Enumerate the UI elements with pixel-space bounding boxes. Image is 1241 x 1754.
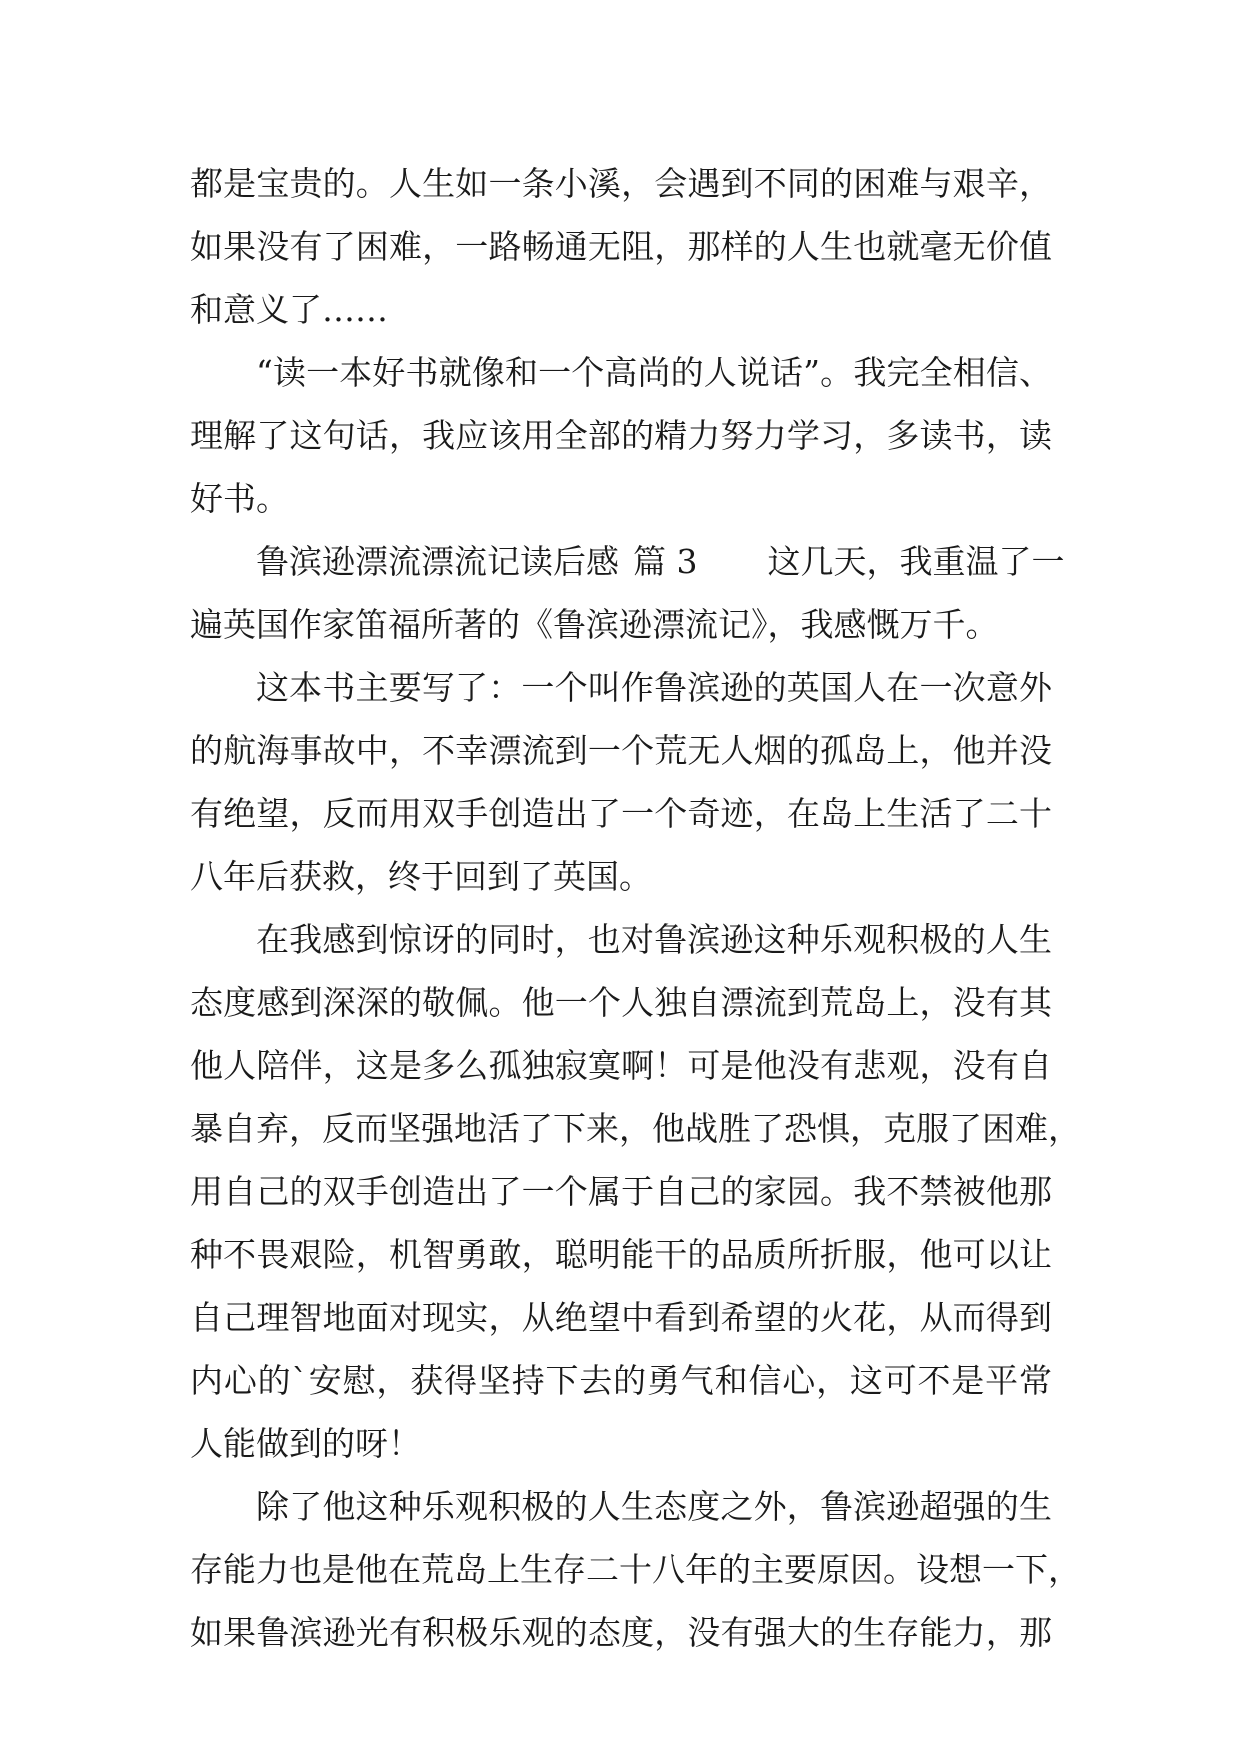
text-line: 除了他这种乐观积极的人生态度之外，鲁滨逊超强的生 [256, 1487, 1052, 1526]
document-page [190, 152, 1081, 1664]
paragraph [190, 530, 1065, 656]
text-line: 种不畏艰险，机智勇敢，聪明能干的品质所折服，他可以让 [190, 1235, 1052, 1274]
section-title: 鲁滨逊漂流漂流记读后感 [256, 542, 619, 581]
text-line: 都是宝贵的。人生如一条小溪，会遇到不同的困难与艰辛， [190, 164, 1052, 203]
text-line: 有绝望，反而用双手创造出了一个奇迹，在岛上生活了二十 [190, 794, 1052, 833]
text-line: 暴自弃，反而坚强地活了下来，他战胜了恐惧，克服了困难， [190, 1109, 1081, 1148]
paragraph [190, 1475, 1081, 1664]
text-line: 自己理智地面对现实，从绝望中看到希望的火花，从而得到 [190, 1298, 1052, 1337]
text-line: 八年后获救，终于回到了英国。 [190, 857, 652, 896]
section-number: 篇 3 [633, 542, 698, 581]
text-run: 这几天，我重温了一 [767, 542, 1065, 581]
paragraph [190, 908, 1081, 1475]
paragraph [190, 656, 1052, 908]
text-line: 这本书主要写了：一个叫作鲁滨逊的英国人在一次意外 [256, 668, 1052, 707]
text-line: 和意义了…… [190, 290, 388, 329]
paragraph [190, 152, 1052, 341]
text-line: 用自己的双手创造出了一个属于自己的家园。我不禁被他那 [190, 1172, 1052, 1211]
paragraph [190, 341, 1052, 530]
text-line: 人能做到的呀！ [190, 1424, 421, 1463]
text-line: 如果鲁滨逊光有积极乐观的态度，没有强大的生存能力，那 [190, 1613, 1052, 1652]
text-line: 他人陪伴，这是多么孤独寂寞啊！可是他没有悲观，没有自 [190, 1046, 1052, 1085]
text-line: 存能力也是他在荒岛上生存二十八年的主要原因。设想一下， [190, 1550, 1081, 1589]
text-line: 内心的`安慰，获得坚持下去的勇气和信心，这可不是平常 [190, 1361, 1052, 1400]
text-line: 态度感到深深的敬佩。他一个人独自漂流到荒岛上，没有其 [190, 983, 1052, 1022]
text-line: “读一本好书就像和一个高尚的人说话”。我完全相信、 [256, 353, 1052, 392]
text-line: 遍英国作家笛福所著的《鲁滨逊漂流记》，我感慨万千。 [190, 605, 999, 644]
text-line: 如果没有了困难，一路畅通无阻，那样的人生也就毫无价值 [190, 227, 1052, 266]
text-line: 的航海事故中，不幸漂流到一个荒无人烟的孤岛上，他并没 [190, 731, 1052, 770]
text-line: 好书。 [190, 479, 289, 518]
text-line: 在我感到惊讶的同时，也对鲁滨逊这种乐观积极的人生 [256, 920, 1052, 959]
text-line: 理解了这句话，我应该用全部的精力努力学习，多读书，读 [190, 416, 1052, 455]
text-line [190, 530, 1065, 593]
